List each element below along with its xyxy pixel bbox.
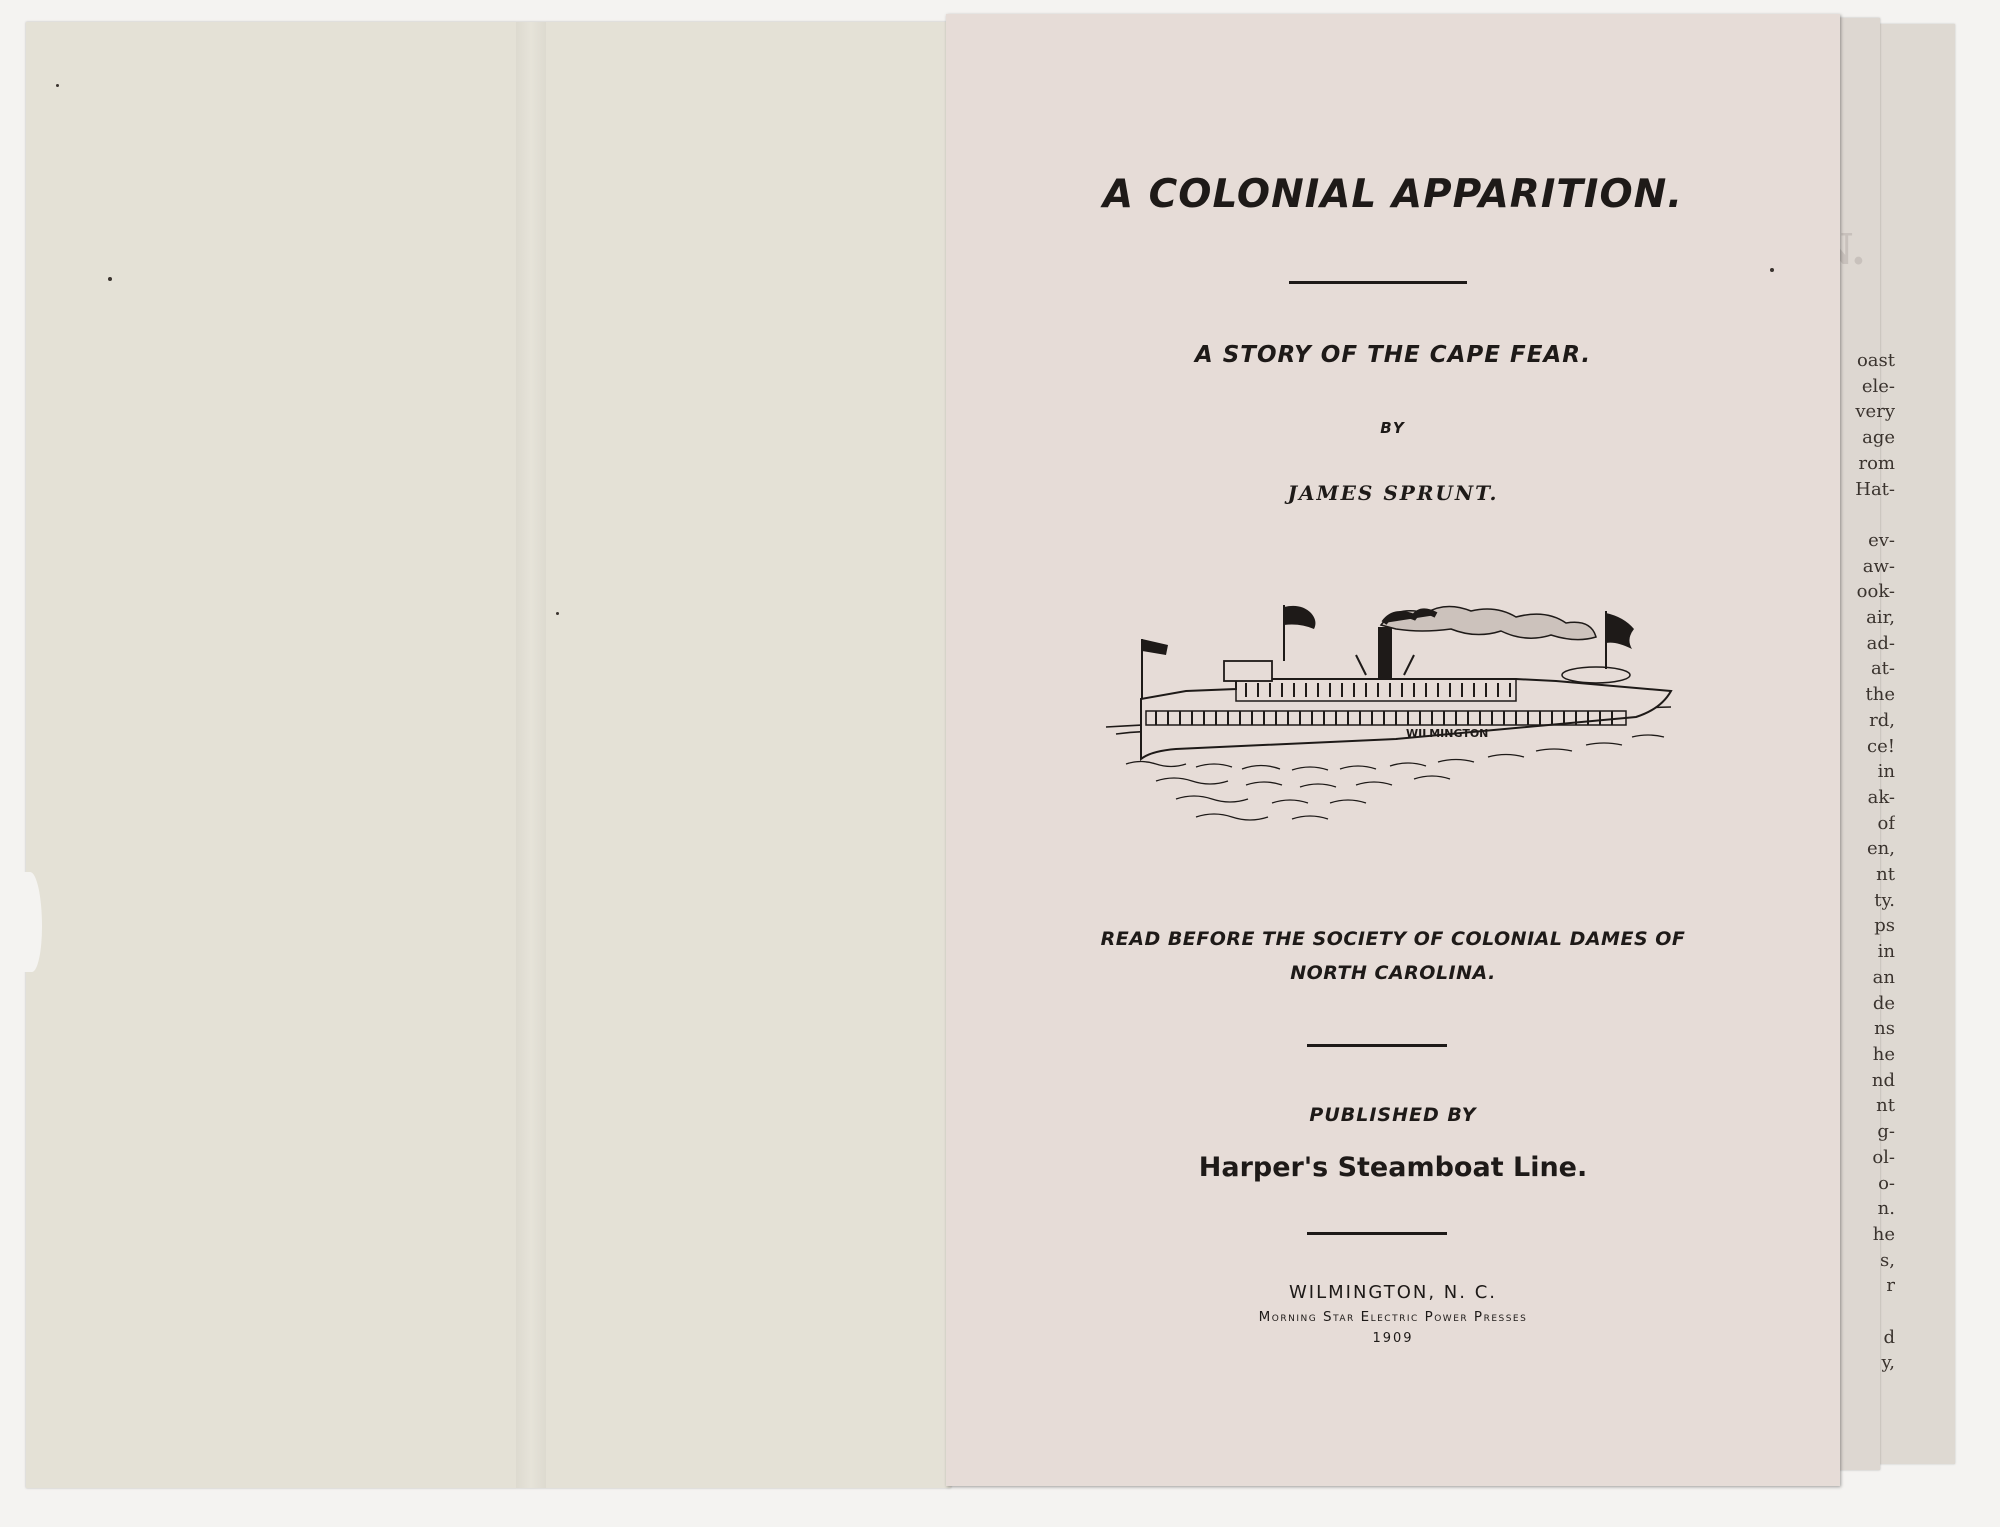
boat-name-label: WILMINGTON	[1406, 727, 1489, 740]
subtitle: A STORY OF THE CAPE FEAR.	[1194, 342, 1592, 368]
edge-text-fragment: nt	[1876, 1095, 1895, 1117]
edge-text-fragment	[1835, 1299, 1895, 1325]
page-title: A COLONIAL APPARITION.	[1102, 172, 1684, 217]
paper-speck	[556, 612, 559, 615]
edge-text-fragment: air,	[1866, 607, 1895, 629]
edge-text-fragment: o-	[1878, 1172, 1895, 1194]
edge-text-fragment: nt	[1876, 864, 1895, 886]
edge-text-fragment: ele-	[1861, 375, 1895, 397]
title-page	[946, 14, 1840, 1486]
divider-rule	[1307, 1044, 1447, 1047]
imprint-place: WILMINGTON, N. C.	[1288, 1282, 1497, 1303]
steamboat-illustration-icon	[1096, 599, 1676, 829]
edge-text-fragment: en,	[1867, 838, 1895, 860]
edge-text-fragment: age	[1862, 427, 1895, 449]
edge-text-fragment: rom	[1858, 452, 1895, 474]
edge-text-fragment: s,	[1880, 1249, 1895, 1271]
edge-text-fragment: an	[1872, 966, 1895, 988]
edge-text-fragment: ce!	[1867, 735, 1895, 757]
title-rule	[1289, 281, 1467, 284]
edge-text-fragment: rd,	[1869, 709, 1895, 731]
edge-text-fragment: the	[1865, 684, 1895, 706]
edge-text-fragment: he	[1872, 1223, 1895, 1245]
publisher-name: Harper's Steamboat Line.	[1198, 1152, 1588, 1183]
edge-text-fragment: ty.	[1874, 889, 1895, 911]
edge-text-fragment: r	[1886, 1275, 1895, 1297]
title-page-content	[946, 14, 1840, 1486]
published-by-label: PUBLISHED BY	[1309, 1104, 1477, 1126]
paper-speck	[1770, 268, 1774, 272]
edge-text-fragment: ev-	[1868, 529, 1895, 551]
edge-text-fragment: of	[1877, 812, 1895, 834]
edge-text-fragment: y,	[1881, 1352, 1895, 1374]
edge-text-fragment: Hat-	[1855, 478, 1895, 500]
edge-text-fragment: de	[1872, 992, 1895, 1014]
edge-text-fragment: at-	[1870, 658, 1895, 680]
imprint-year: 1909	[1372, 1331, 1414, 1346]
back-page-edge-text	[1835, 348, 1895, 1376]
edge-text-fragment: ak-	[1867, 786, 1895, 808]
page-tear	[20, 872, 42, 972]
edge-text-fragment: very	[1855, 401, 1895, 423]
edge-text-fragment: aw-	[1862, 555, 1895, 577]
edge-text-fragment: ps	[1874, 915, 1895, 937]
edge-text-fragment: nd	[1871, 1069, 1895, 1091]
divider-rule	[1307, 1232, 1447, 1235]
byline-label: BY	[1380, 419, 1406, 437]
edge-text-fragment	[1835, 502, 1895, 528]
edge-text-fragment: ns	[1874, 1018, 1895, 1040]
edge-text-fragment: n.	[1877, 1198, 1895, 1220]
edge-text-fragment: d	[1883, 1326, 1895, 1348]
author-name: JAMES SPRUNT.	[1287, 481, 1499, 505]
edge-text-fragment: he	[1872, 1043, 1895, 1065]
edge-text-fragment: ook-	[1856, 581, 1895, 603]
edge-text-fragment: ad-	[1866, 632, 1895, 654]
paper-speck	[56, 84, 59, 87]
page-fold	[516, 22, 546, 1488]
edge-text-fragment: in	[1877, 941, 1895, 963]
edge-text-fragment: oast	[1856, 350, 1895, 371]
left-blank-page	[26, 22, 951, 1488]
edge-text-fragment: in	[1877, 761, 1895, 783]
edge-text-fragment: ol-	[1872, 1146, 1895, 1168]
imprint-press: Morning Star Electric Power Presses	[1258, 1309, 1528, 1325]
read-before-line: NORTH CAROLINA.	[1290, 962, 1496, 984]
paper-speck	[108, 277, 112, 281]
read-before-line: READ BEFORE THE SOCIETY OF COLONIAL DAMES OF	[1100, 928, 1686, 950]
edge-text-fragment: g-	[1877, 1121, 1895, 1143]
read-before-note	[946, 922, 1840, 990]
